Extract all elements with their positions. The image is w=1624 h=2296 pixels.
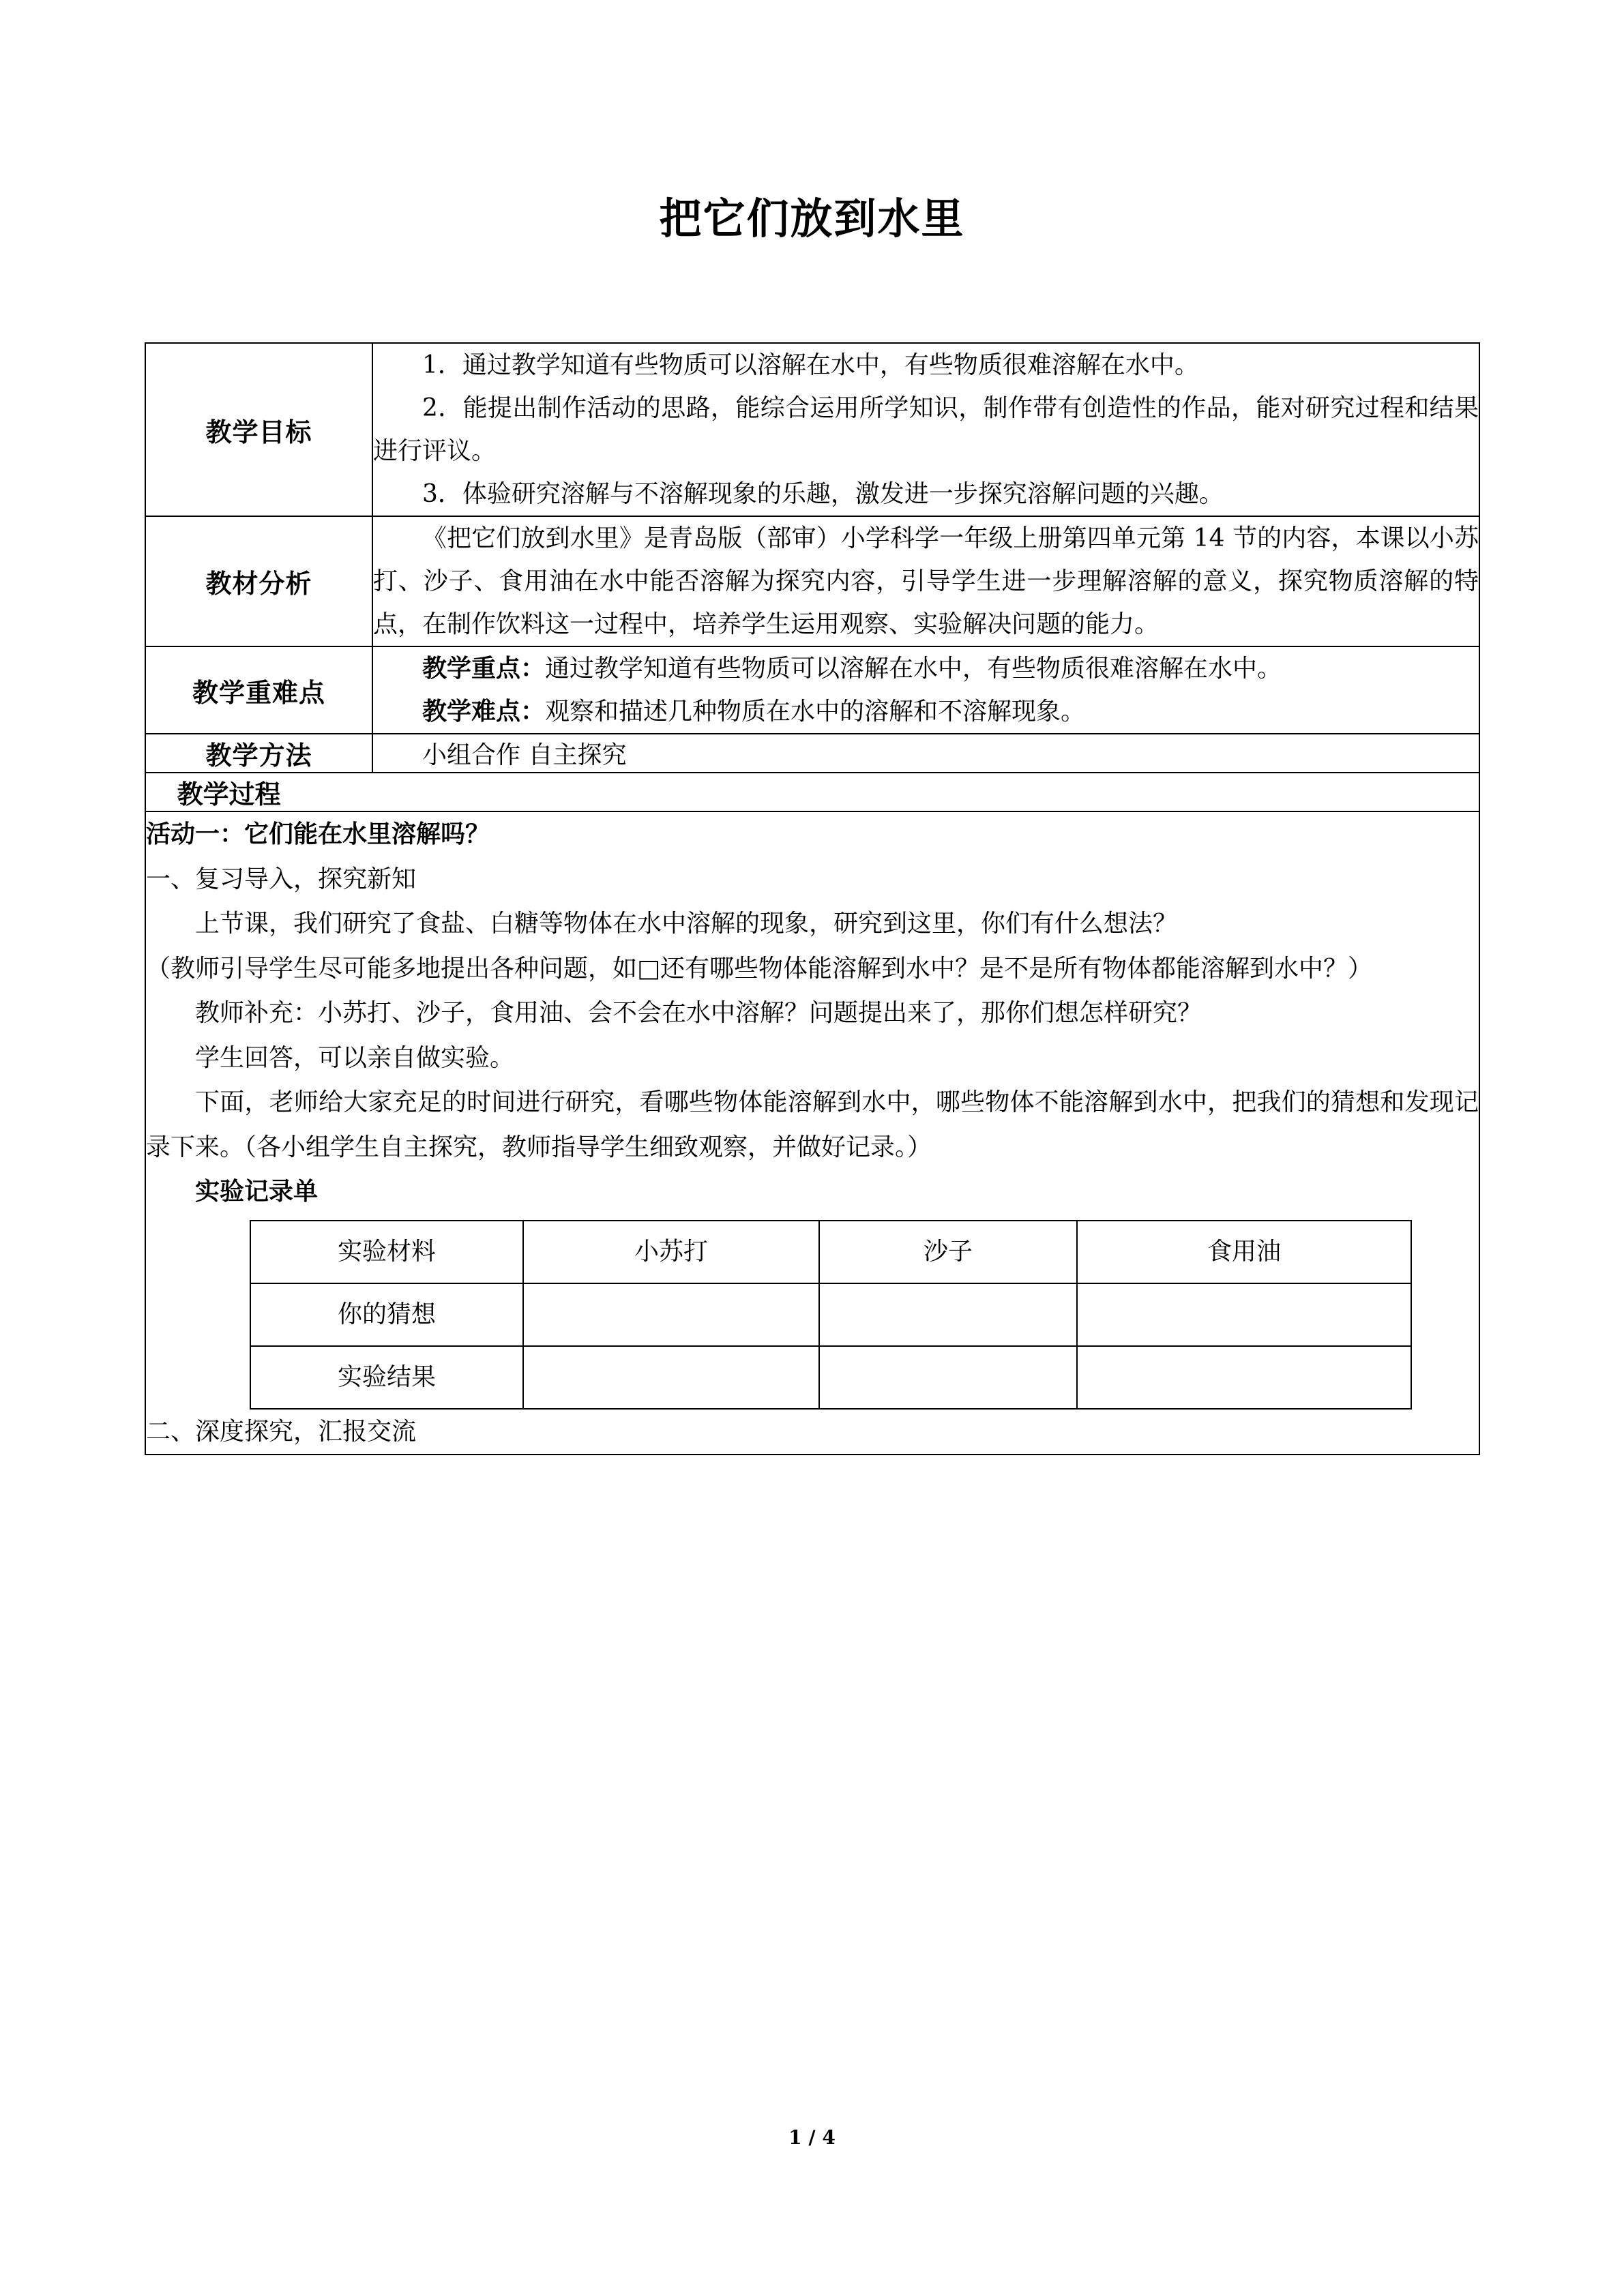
body-paragraph-1: 上节课，我们研究了食盐、白糖等物体在水中溶解的现象，研究到这里，你们有什么想法？ xyxy=(195,910,1178,938)
row-label-material-analysis: 教材分析 xyxy=(145,516,372,646)
body-paragraph-2: （教师引导学生尽可能多地提出各种问题，如□还有哪些物体能溶解到水中？是不是所有物体都能溶解到水中？） xyxy=(146,954,1373,983)
objective-item-2: 2．能提出制作活动的思路，能综合运用所学知识，制作带有创造性的作品，能对研究过程和结果进行评议。 xyxy=(373,394,1479,465)
record-cell-baking-soda: 小苏打 xyxy=(523,1221,819,1283)
row-content-key-difficult-points xyxy=(372,646,1479,734)
lesson-plan-table xyxy=(145,342,1480,1455)
record-cell-material-label: 实验材料 xyxy=(250,1221,523,1283)
key-point-label: 教学重点： xyxy=(422,654,546,683)
record-cell-cooking-oil: 食用油 xyxy=(1077,1221,1411,1283)
table-row-material-analysis xyxy=(145,516,1479,646)
record-cell-sand: 沙子 xyxy=(819,1221,1077,1283)
row-content-teaching-method: 小组合作 自主探究 xyxy=(372,734,1479,773)
process-header-label: 教学过程 xyxy=(145,773,1479,811)
record-cell-guess-sand[interactable] xyxy=(819,1283,1077,1346)
objective-item-3: 3．体验研究溶解与不溶解现象的乐趣，激发进一步探究溶解问题的兴趣。 xyxy=(422,480,1224,508)
row-content-material-analysis xyxy=(372,516,1479,646)
record-cell-result-cooking-oil[interactable] xyxy=(1077,1346,1411,1409)
section-heading-one: 一、复习导入，探究新知 xyxy=(146,865,417,893)
body-paragraph-3: 教师补充：小苏打、沙子，食用油、会不会在水中溶解？问题提出来了，那你们想怎样研究？ xyxy=(195,999,1202,1028)
table-row-key-difficult-points xyxy=(145,646,1479,734)
material-analysis-paragraph: 《把它们放到水里》是青岛版（部审）小学科学一年级上册第四单元第 14 节的内容，本课以小苏打、沙子、食用油在水中能否溶解为探究内容，引导学生进一步理解溶解的意义，探究物质溶解的特点，在制作饮料这一过程中，培养学生运用观察、实验解决问题的能力。 xyxy=(373,524,1479,638)
record-cell-result-label: 实验结果 xyxy=(250,1346,523,1409)
record-cell-guess-baking-soda[interactable] xyxy=(523,1283,819,1346)
table-row-process-body xyxy=(145,811,1479,1455)
objective-item-1: 1．通过教学知道有些物质可以溶解在水中，有些物质很难溶解在水中。 xyxy=(422,351,1199,379)
page-footer: 1 / 4 xyxy=(788,2126,836,2149)
record-table-row-header xyxy=(250,1221,1411,1283)
body-paragraph-5: 下面，老师给大家充足的时间进行研究，看哪些物体能溶解到水中，哪些物体不能溶解到水中，把我们的猜想和发现记录下来。（各小组学生自主探究，教师指导学生细致观察，并做好记录。） xyxy=(146,1088,1479,1161)
record-sheet-title: 实验记录单 xyxy=(195,1177,319,1206)
row-label-teaching-method: 教学方法 xyxy=(145,734,372,773)
page-title: 把它们放到水里 xyxy=(659,194,965,243)
difficult-point-label: 教学难点： xyxy=(422,697,546,726)
activity-heading: 活动一：它们能在水里溶解吗？ xyxy=(146,820,490,848)
table-row-objectives xyxy=(145,343,1479,516)
row-label-objectives: 教学目标 xyxy=(145,343,372,516)
body-paragraph-4: 学生回答，可以亲自做实验。 xyxy=(195,1043,515,1072)
table-row-process-header xyxy=(145,773,1479,811)
record-table-row-guess xyxy=(250,1283,1411,1346)
experiment-record-table xyxy=(250,1220,1412,1410)
record-cell-guess-cooking-oil[interactable] xyxy=(1077,1283,1411,1346)
record-cell-result-baking-soda[interactable] xyxy=(523,1346,819,1409)
section-heading-two: 二、深度探究，汇报交流 xyxy=(146,1417,417,1446)
record-cell-result-sand[interactable] xyxy=(819,1346,1077,1409)
record-table-row-result xyxy=(250,1346,1411,1409)
difficult-point-paragraph xyxy=(373,690,1479,733)
row-label-key-difficult-points: 教学重难点 xyxy=(145,646,372,734)
process-body xyxy=(145,811,1479,1455)
key-point-text: 通过教学知道有些物质可以溶解在水中，有些物质很难溶解在水中。 xyxy=(545,655,1282,683)
record-cell-guess-label: 你的猜想 xyxy=(250,1283,523,1346)
key-point-paragraph xyxy=(373,647,1479,690)
table-row-teaching-method xyxy=(145,734,1479,773)
row-content-objectives xyxy=(372,343,1479,516)
difficult-point-text: 观察和描述几种物质在水中的溶解和不溶解现象。 xyxy=(545,698,1086,726)
